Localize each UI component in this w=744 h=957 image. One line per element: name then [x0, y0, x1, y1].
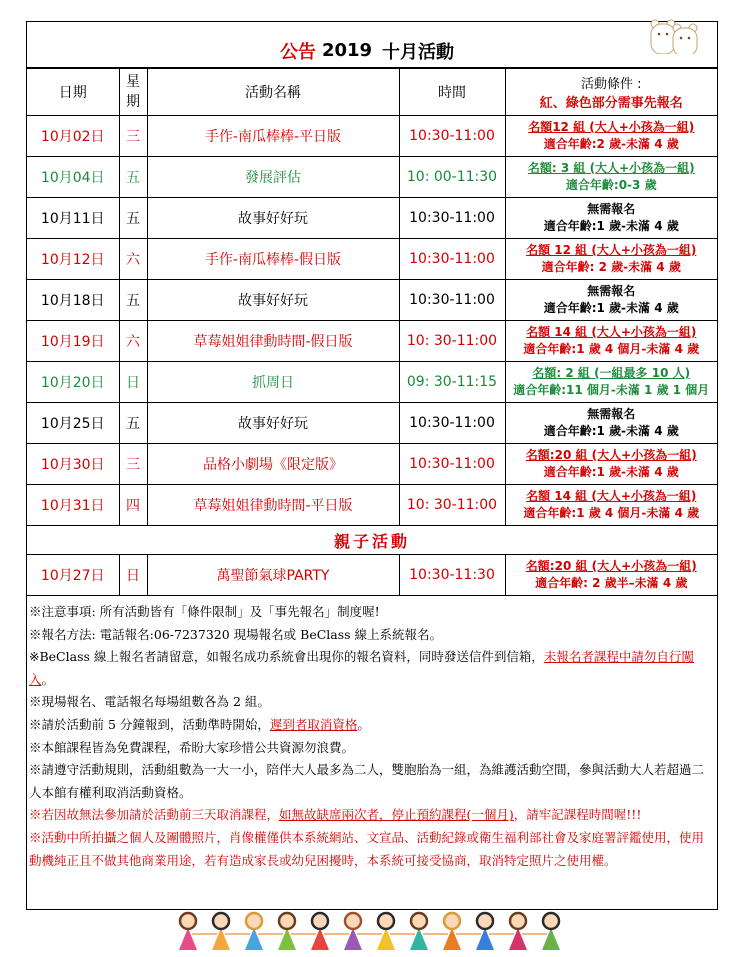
time-cell: 10:30-11:00: [399, 444, 505, 485]
table-row: [27, 116, 717, 157]
table-row: [27, 321, 717, 362]
note-9: ※活動中所拍攝之個人及團體照片，肖像權僅供本系統網站、文宣品、活動紀錄或衛生福利部社會及家庭署評鑑使用，使用動機純正且不做其他商業用途，若有造成家長或幼兒困擾時，本系統可接受協商，取消特定照片之使用權。: [29, 829, 705, 868]
title-prefix: 公告: [279, 41, 316, 63]
table-row: [27, 403, 717, 444]
capacity-text: 名額:20 組 (大人+小孩為一組): [525, 448, 697, 462]
note-3: [29, 646, 715, 691]
note-8: [29, 804, 715, 827]
table-row: [27, 239, 717, 280]
activity-name-cell: 草莓姐姐律動時間-平日版: [147, 485, 399, 526]
section-title-row: [27, 526, 717, 555]
weekday-cell: 三: [119, 444, 147, 485]
note-5-end: 。: [357, 716, 370, 732]
note-8-end: ，請牢記課程時間喔!!!: [513, 807, 642, 823]
date-cell: 10月31日: [27, 485, 119, 526]
weekday-cell: 五: [119, 157, 147, 198]
note-8-text: ※若因故無法參加請於活動前三天取消課程，: [29, 807, 280, 823]
date-cell: 10月02日: [27, 116, 119, 157]
title-month: 十月活動: [382, 41, 455, 63]
age-text: 適合年齡: 2 歲半–未滿 4 歲: [535, 576, 688, 590]
weekday-cell: 五: [119, 280, 147, 321]
age-text: 適合年齡:1 歲-未滿 4 歲: [543, 424, 679, 438]
weekday-cell: 五: [119, 198, 147, 239]
capacity-text: 名額 14 組 (大人+小孩為一組): [526, 325, 697, 339]
date-cell: 10月25日: [27, 403, 119, 444]
note-5-warning: 遲到者取消資格: [269, 716, 358, 732]
note-4: ※現場報名、電話報名每場組數各為 2 組。: [29, 694, 270, 710]
age-text: 適合年齡:2 歲-未滿 4 歲: [543, 137, 679, 151]
time-cell: 10:30-11:00: [399, 280, 505, 321]
weekday-cell: 六: [119, 239, 147, 280]
children-holding-hands-icon: [170, 906, 580, 952]
capacity-text: 名額:20 組 (大人+小孩為一組): [525, 559, 697, 573]
weekday-cell: 四: [119, 485, 147, 526]
weekday-cell: 六: [119, 321, 147, 362]
age-text: 適合年齡:1 歲 4 個月-未滿 4 歲: [523, 342, 700, 356]
activity-name-cell: 發展評估: [147, 157, 399, 198]
activity-name-cell: 故事好好玩: [147, 280, 399, 321]
date-cell: 10月04日: [27, 157, 119, 198]
note-5-text: ※請於活動前 5 分鐘報到，活動準時開始，: [29, 716, 270, 732]
age-text: 適合年齡: 2 歲-未滿 4 歲: [541, 260, 681, 274]
section-title: 親子活動: [27, 526, 717, 555]
time-cell: 10:30-11:00: [399, 198, 505, 239]
capacity-text: 名額: 2 組 (一組最多 10 人): [532, 366, 691, 380]
conditions-cell: [505, 362, 717, 403]
conditions-cell: [505, 403, 717, 444]
note-3-text: ※BeClass 線上報名者請留意，如報名成功系統會出現你的報名資料，同時發送信件到信箱，: [29, 649, 544, 665]
header-weekday: [119, 69, 147, 116]
header-date: 日期: [27, 69, 119, 116]
note-1: ※注意事項: 所有活動皆有「條件限制」及「事先報名」制度喔!: [29, 604, 380, 619]
conditions-cell: [505, 444, 717, 485]
date-cell: 10月18日: [27, 280, 119, 321]
time-cell: 09: 30-11:15: [399, 362, 505, 403]
table-row: [27, 280, 717, 321]
date-cell: 10月20日: [27, 362, 119, 403]
time-cell: 10:30-11:00: [399, 116, 505, 157]
activity-name-cell: 萬聖節氣球PARTY: [147, 555, 399, 596]
activity-name-cell: 草莓姐姐律動時間-假日版: [147, 321, 399, 362]
time-cell: 10: 30-11:00: [399, 485, 505, 526]
capacity-text: 名額 14 組 (大人+小孩為一組): [526, 489, 697, 503]
bears-icon: [643, 14, 703, 54]
header-time: 時間: [399, 69, 505, 116]
capacity-text: 無需報名: [587, 284, 636, 298]
note-2: ※報名方法: 電話報名:06-7237320 現場報名或 BeClass 線上系統報名。: [29, 626, 443, 642]
announcement-frame: [26, 21, 718, 910]
age-text: 適合年齡:0-3 歲: [565, 178, 657, 192]
table-row: [27, 198, 717, 239]
table-row: [27, 362, 717, 403]
weekday-cell: 日: [119, 362, 147, 403]
table-row: [27, 157, 717, 198]
header-conditions: [505, 69, 717, 116]
conditions-cell: [505, 157, 717, 198]
time-cell: 10: 30-11:00: [399, 321, 505, 362]
header-name: 活動名稱: [147, 69, 399, 116]
activity-name-cell: 手作-南瓜棒棒-平日版: [147, 116, 399, 157]
note-5: [29, 714, 715, 737]
conditions-cell: [505, 555, 717, 596]
activity-name-cell: 手作-南瓜棒棒-假日版: [147, 239, 399, 280]
time-cell: 10:30-11:30: [399, 555, 505, 596]
date-cell: 10月27日: [27, 555, 119, 596]
capacity-text: 名額12 組 (大人+小孩為一組): [528, 120, 695, 134]
note-6: ※本館課程皆為免費課程，希盼大家珍惜公共資源勿浪費。: [29, 739, 355, 755]
capacity-text: 名額 12 組 (大人+小孩為一組): [526, 243, 697, 257]
activity-name-cell: 抓周日: [147, 362, 399, 403]
note-3-warning: 未報名者課程中請勿自行闖入: [29, 649, 694, 687]
table-row: [27, 485, 717, 526]
date-cell: 10月30日: [27, 444, 119, 485]
capacity-text: 無需報名: [587, 202, 636, 216]
table-row: [27, 444, 717, 485]
age-text: 適合年齡:1 歲 4 個月-未滿 4 歲: [523, 506, 700, 520]
time-cell: 10:30-11:00: [399, 239, 505, 280]
header-conditions-line2: 紅、綠色部分需事先報名: [539, 96, 683, 111]
conditions-cell: [505, 116, 717, 157]
age-text: 適合年齡:1 歲-未滿 4 歲: [543, 465, 679, 479]
time-cell: 10: 00-11:30: [399, 157, 505, 198]
activity-name-cell: 品格小劇場《限定版》: [147, 444, 399, 485]
capacity-text: 名額: 3 組 (大人+小孩為一組): [527, 161, 695, 175]
time-cell: 10:30-11:00: [399, 403, 505, 444]
age-text: 適合年齡:1 歲-未滿 4 歲: [543, 219, 679, 233]
conditions-cell: [505, 239, 717, 280]
date-cell: 10月12日: [27, 239, 119, 280]
age-text: 適合年齡:11 個月-未滿 1 歲 1 個月: [513, 383, 710, 397]
note-3-end: 。: [41, 671, 55, 687]
notes-section: [27, 599, 717, 872]
table-row: [27, 555, 717, 596]
weekday-cell: 日: [119, 555, 147, 596]
conditions-cell: [505, 321, 717, 362]
conditions-cell: [505, 280, 717, 321]
activity-name-cell: 故事好好玩: [147, 198, 399, 239]
weekday-cell: 五: [119, 403, 147, 444]
activity-table: [27, 68, 717, 596]
note-8-warning: 如無故缺席兩次者，停止預約課程(一個月): [279, 807, 514, 823]
table-header-row: [27, 69, 717, 116]
date-cell: 10月11日: [27, 198, 119, 239]
header-conditions-line1: 活動條件 :: [580, 77, 642, 92]
conditions-cell: [505, 485, 717, 526]
note-7: ※請遵守活動規則，活動組數為一大一小，陪伴大人最多為二人，雙胞胎為一組，為維護活動空間，參與活動大人若超過二人本館有權利取消活動資格。: [29, 762, 705, 800]
activity-name-cell: 故事好好玩: [147, 403, 399, 444]
page-title: [27, 22, 717, 68]
weekday-cell: 三: [119, 116, 147, 157]
age-text: 適合年齡:1 歲-未滿 4 歲: [543, 301, 679, 315]
date-cell: 10月19日: [27, 321, 119, 362]
capacity-text: 無需報名: [587, 407, 636, 421]
conditions-cell: [505, 198, 717, 239]
title-year: 2019: [321, 40, 373, 61]
header-weekday-text: 星 期: [126, 74, 140, 110]
